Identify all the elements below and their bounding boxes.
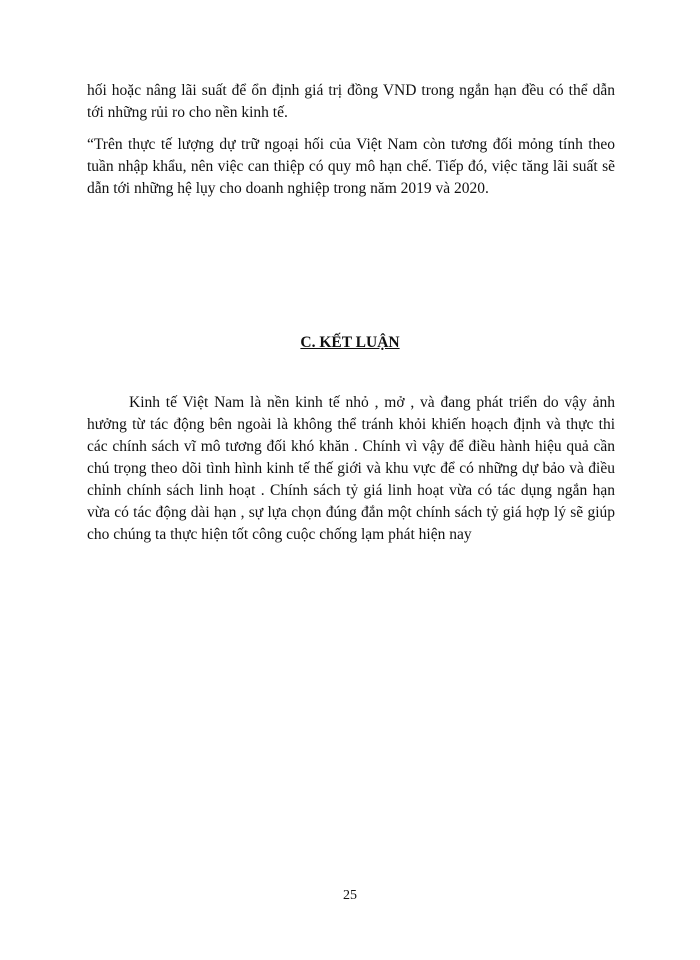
section-heading: C. KẾT LUẬN [300,334,400,351]
paragraph-quote: “Trên thực tế lượng dự trữ ngoại hối của Việt Nam còn tương đối mỏng tính theo tuần nhập khẩu, nên việc can thiệp có quy mô hạn chế. Tiếp đó, việc tăng lãi suất sẽ dẫn tới những hệ lụy cho doanh nghiệp trong năm 2019 và 2020. [87,136,615,197]
conclusion-paragraph: Kinh tế Việt Nam là nền kinh tế nhỏ , mở , và đang phát triển do vậy ảnh hưởng từ tác động bên ngoài là không thể tránh khỏi khiến hoạch định và thực thi các chính sách vĩ mô tương đối khó khăn . Chính vì vậy để điều hành hiệu quả cần chú trọng theo dõi tình hình kinh tế thế giới và khu vực để có những dự bảo và điều chỉnh chính sách linh hoạt . Chính sách tỷ giá linh hoạt vừa có tác dụng ngắn hạn vừa có tác động dài hạn , sự lựa chọn đúng đắn một chính sách tỷ giá hợp lý sẽ giúp cho chúng ta thực hiện tốt công cuộc chống lạm phát hiện nay [87,394,615,543]
page-number: 25 [343,888,357,903]
paragraph-continuation: hối hoặc nâng lãi suất để ổn định giá trị đồng VND trong ngắn hạn đều có thể dẫn tới những rủi ro cho nền kinh tế. [87,82,615,121]
